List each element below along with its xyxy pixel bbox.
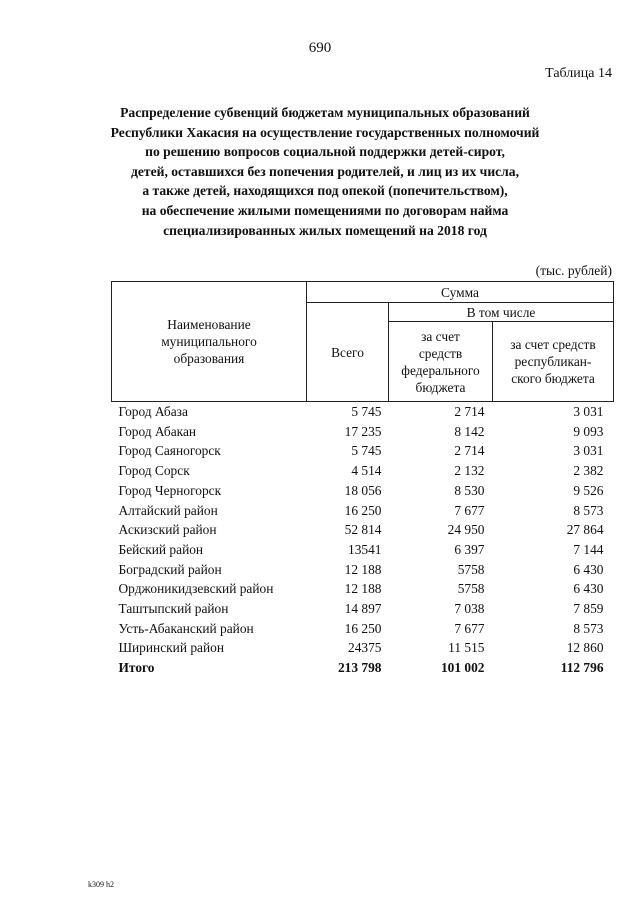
row-republic: 8 573: [573, 620, 604, 636]
row-total: 16 250: [344, 620, 382, 636]
table-row: [112, 402, 614, 422]
header-name-line: муниципального: [161, 334, 257, 349]
title-line: на обеспечение жилыми помещениями по договорам найма: [141, 202, 509, 218]
table-row: [112, 638, 614, 658]
total-row: [112, 658, 614, 678]
header-name: [112, 282, 307, 402]
header-name-line: Наименование: [167, 317, 251, 332]
units-label: (тыс. рублей): [535, 263, 612, 278]
row-total: 4 514: [351, 463, 382, 479]
document-title: [70, 103, 580, 240]
title-line: по решению вопросов социальной поддержки детей-сирот,: [145, 144, 505, 160]
row-name: Город Абаза: [118, 404, 188, 419]
row-republic: 9 526: [573, 482, 604, 498]
row-total: 12 188: [344, 561, 382, 577]
row-total: 5 745: [351, 443, 382, 459]
table-row: [112, 501, 614, 521]
row-federal: 6 397: [454, 541, 485, 557]
row-republic: 12 860: [566, 640, 604, 656]
total-row-federal: 101 002: [440, 660, 485, 676]
header-sum: Сумма: [307, 282, 614, 303]
header-including: В том числе: [389, 303, 614, 322]
row-federal: 5758: [457, 581, 485, 597]
page-number: 690: [308, 40, 332, 56]
row-republic: 7 144: [573, 541, 604, 557]
row-total: 16 250: [344, 502, 382, 518]
row-name: Таштыпский район: [118, 601, 229, 617]
table-row: [112, 579, 614, 599]
row-name: Город Сорск: [118, 463, 190, 479]
footer-code: k309 h2: [88, 880, 114, 889]
row-federal: 11 515: [448, 640, 485, 656]
row-total: 52 814: [344, 522, 382, 538]
header-republic-line: за счет средств: [510, 337, 596, 352]
header-republic-line: республикан-: [514, 354, 592, 369]
row-republic: 6 430: [573, 581, 604, 597]
header-federal-line: бюджета: [415, 379, 466, 395]
row-federal: 7 677: [454, 502, 485, 518]
row-federal: 8 142: [454, 423, 485, 439]
table-row: [112, 619, 614, 639]
title-line: Распределение субвенций бюджетам муниципальных образований: [120, 105, 530, 120]
row-republic: 3 031: [573, 404, 604, 419]
table-row: [112, 560, 614, 580]
table-row: [112, 441, 614, 461]
table-row: [112, 540, 614, 560]
row-total: 18 056: [344, 482, 382, 498]
total-row-republic: 112 796: [560, 660, 604, 676]
header-republic: [493, 322, 614, 402]
table-row: [112, 481, 614, 501]
table-row: [112, 461, 614, 481]
title-line: детей, оставшихся без попечения родителей, и лиц из их числа,: [130, 163, 520, 179]
row-name: Боградский район: [118, 561, 222, 577]
header-name-line: образования: [173, 351, 245, 366]
row-total: 12 188: [344, 581, 382, 597]
row-name: Усть-Абаканский район: [118, 620, 254, 636]
row-total: 13541: [348, 541, 382, 557]
row-name: Аскизский район: [118, 522, 217, 538]
total-row-name: Итого: [118, 660, 155, 676]
total-row-total: 213 798: [337, 660, 382, 676]
row-federal: 8 530: [454, 482, 485, 498]
row-total: 24375: [348, 640, 382, 656]
row-republic: 9 093: [573, 423, 604, 439]
row-federal: 7 038: [454, 601, 485, 617]
table-row: [112, 520, 614, 540]
row-republic: 2 382: [573, 463, 604, 479]
row-republic: 3 031: [573, 443, 604, 459]
row-name: Город Саяногорск: [118, 443, 221, 459]
row-name: Бейский район: [118, 541, 204, 557]
table-row: [112, 422, 614, 442]
row-republic: 27 864: [566, 522, 604, 538]
header-federal-line: за счет: [421, 328, 460, 344]
row-republic: 8 573: [573, 502, 604, 518]
row-name: Алтайский район: [118, 502, 218, 518]
row-federal: 7 677: [454, 620, 485, 636]
row-total: 17 235: [344, 423, 382, 439]
row-name: Город Черногорск: [118, 482, 222, 498]
table-label: Таблица 14: [545, 66, 612, 81]
header-total: Всего: [307, 303, 389, 402]
row-federal: 5758: [457, 561, 485, 577]
row-federal: 24 950: [447, 522, 485, 538]
header-republic-line: ского бюджета: [511, 371, 595, 386]
row-total: 14 897: [344, 601, 382, 617]
row-total: 5 745: [351, 404, 382, 419]
row-republic: 6 430: [573, 561, 604, 577]
title-line: Республики Хакасия на осуществление государственных полномочий: [110, 124, 540, 140]
subvention-table: [111, 281, 614, 678]
row-federal: 2 132: [454, 463, 485, 479]
header-federal: [389, 322, 493, 402]
header-federal-line: федерального: [401, 362, 480, 378]
title-line: а также детей, находящихся под опекой (попечительством),: [142, 183, 508, 199]
table-row: [112, 599, 614, 619]
row-republic: 7 859: [573, 601, 604, 617]
row-name: Ширинский район: [118, 640, 224, 656]
row-name: Город Абакан: [118, 423, 197, 439]
header-federal-line: средств: [418, 345, 463, 361]
row-name: Орджоникидзевский район: [118, 581, 274, 597]
title-line: специализированных жилых помещений на 2018 год: [163, 222, 487, 238]
row-federal: 2 714: [454, 404, 485, 419]
row-federal: 2 714: [454, 443, 485, 459]
